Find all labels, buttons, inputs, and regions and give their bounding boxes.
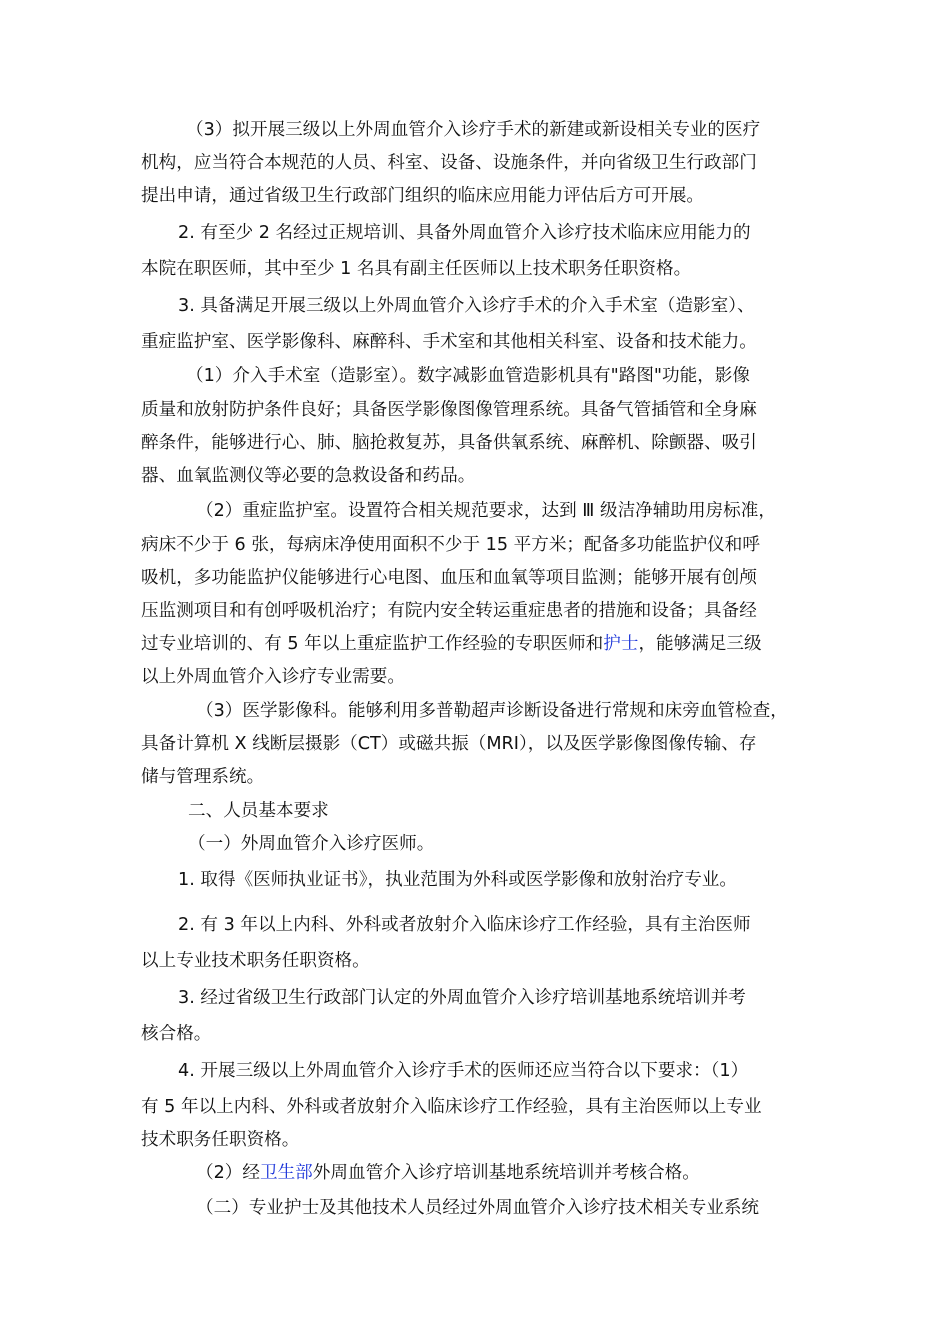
text-line: （2）重症监护室。设置符合相关规范要求，达到 Ⅲ 级洁净辅助用房标准， bbox=[196, 501, 776, 521]
text-line: 有 5 年以上内科、外科或者放射介入临床诊疗工作经验，具有主治医师以上专业 bbox=[141, 1097, 762, 1117]
text-line: 本院在职医师，其中至少 1 名具有副主任医师以上技术职务任职资格。 bbox=[141, 259, 692, 279]
text-line: 1. 取得《医师执业证书》，执业范围为外科或医学影像和放射治疗专业。 bbox=[178, 870, 737, 890]
text-line: 机构，应当符合本规范的人员、科室、设备、设施条件，并向省级卫生行政部门 bbox=[141, 153, 757, 173]
section-heading: 二、人员基本要求 bbox=[188, 801, 329, 821]
text-segment: 过专业培训的、有 5 年以上重症监护工作经验的专职医师和 bbox=[141, 634, 604, 654]
text-line: （1）介入手术室（造影室）。数字减影血管造影机具有"路图"功能，影像 bbox=[186, 366, 750, 386]
text-line: （二）专业护士及其他技术人员经过外周血管介入诊疗技术相关专业系统 bbox=[196, 1198, 760, 1218]
text-line bbox=[196, 1161, 700, 1185]
text-line: （3）拟开展三级以上外周血管介入诊疗手术的新建或新设相关专业的医疗 bbox=[186, 120, 761, 140]
text-line: 具备计算机 X 线断层摄影（CT）或磁共振（MRI），以及医学影像图像传输、存 bbox=[141, 734, 757, 754]
text-line bbox=[141, 632, 762, 656]
text-line: 吸机，多功能监护仪能够进行心电图、血压和血氧等项目监测；能够开展有创颅 bbox=[141, 568, 757, 588]
text-line: 提出申请，通过省级卫生行政部门组织的临床应用能力评估后方可开展。 bbox=[141, 186, 705, 206]
text-line: 病床不少于 6 张，每病床净使用面积不少于 15 平方米；配备多功能监护仪和呼 bbox=[141, 535, 760, 555]
text-segment: ，能够满足三级 bbox=[638, 634, 762, 654]
text-segment: 外周血管介入诊疗培训基地系统培训并考核合格。 bbox=[312, 1163, 700, 1183]
text-line: 压监测项目和有创呼吸机治疗；有院内安全转运重症患者的措施和设备；具备经 bbox=[141, 601, 757, 621]
text-line: 以上专业技术职务任职资格。 bbox=[141, 951, 370, 971]
text-line: 核合格。 bbox=[141, 1024, 212, 1044]
ministry-of-health-link[interactable]: 卫生部 bbox=[259, 1163, 313, 1183]
text-line: 3. 具备满足开展三级以上外周血管介入诊疗手术的介入手术室（造影室）、 bbox=[178, 296, 755, 316]
text-line: 3. 经过省级卫生行政部门认定的外周血管介入诊疗培训基地系统培训并考 bbox=[178, 988, 746, 1008]
text-line: 重症监护室、医学影像科、麻醉科、手术室和其他相关科室、设备和技术能力。 bbox=[141, 332, 757, 352]
text-line: 器、血氧监测仪等必要的急救设备和药品。 bbox=[141, 466, 476, 486]
text-line: 2. 有至少 2 名经过正规培训、具备外周血管介入诊疗技术临床应用能力的 bbox=[178, 223, 751, 243]
text-line: 以上外周血管介入诊疗专业需要。 bbox=[141, 667, 405, 687]
text-line: 4. 开展三级以上外周血管介入诊疗手术的医师还应当符合以下要求：（1） bbox=[178, 1061, 749, 1081]
text-line: 醉条件，能够进行心、肺、脑抢救复苏，具备供氧系统、麻醉机、除颤器、吸引 bbox=[141, 433, 757, 453]
text-line: 质量和放射防护条件良好；具备医学影像图像管理系统。具备气管插管和全身麻 bbox=[141, 400, 757, 420]
text-line: （3）医学影像科。能够利用多普勒超声诊断设备进行常规和床旁血管检查， bbox=[196, 701, 788, 721]
text-line: 技术职务任职资格。 bbox=[141, 1130, 300, 1150]
text-line: 储与管理系统。 bbox=[141, 767, 265, 787]
nurse-link[interactable]: 护士 bbox=[603, 634, 639, 654]
text-segment: （2）经 bbox=[196, 1163, 260, 1183]
text-line: 2. 有 3 年以上内科、外科或者放射介入临床诊疗工作经验，具有主治医师 bbox=[178, 915, 751, 935]
subsection-heading: （一）外周血管介入诊疗医师。 bbox=[188, 834, 435, 854]
